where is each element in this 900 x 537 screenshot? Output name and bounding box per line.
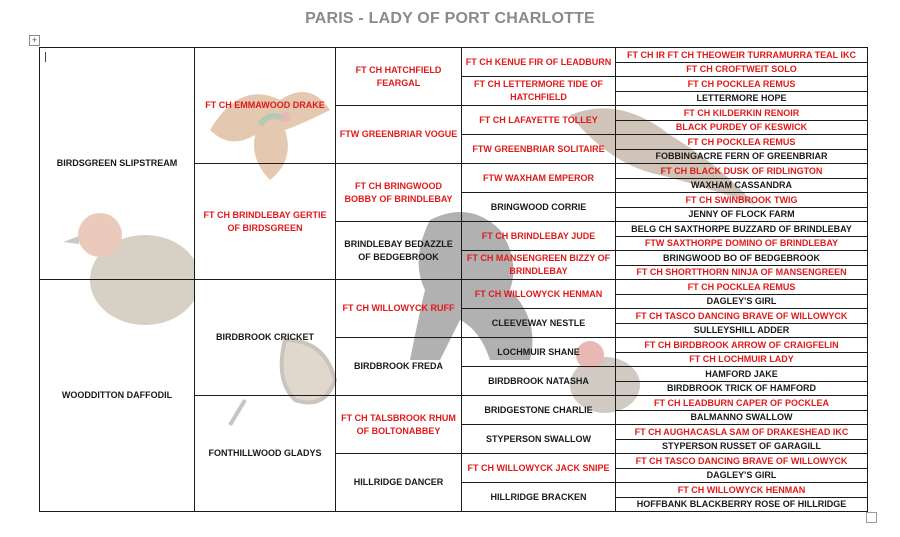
pedigree-cell-gen3: BIRDBROOK FREDA [336, 338, 462, 396]
pedigree-cell-gen5: BALMANNO SWALLOW [616, 410, 868, 425]
pedigree-cell-gen1: BIRDSGREEN SLIPSTREAM [40, 48, 195, 280]
move-handle-icon[interactable]: + [29, 35, 40, 46]
pedigree-cell-gen4: FTW WAXHAM EMPEROR [462, 164, 616, 193]
pedigree-cell-gen4: FTW GREENBRIAR SOLITAIRE [462, 135, 616, 164]
pedigree-cell-gen5: FT CH IR FT CH THEOWEIR TURRAMURRA TEAL IKC [616, 48, 868, 63]
pedigree-cell-gen5: FT CH CROFTWEIT SOLO [616, 62, 868, 77]
pedigree-cell-gen5: FT CH SHORTTHORN NINJA OF MANSENGREEN [616, 265, 868, 280]
pedigree-cell-gen5: STYPERSON RUSSET OF GARAGILL [616, 439, 868, 454]
pedigree-cell-gen5: FT CH POCKLEA REMUS [616, 135, 868, 150]
pedigree-cell-gen3: HILLRIDGE DANCER [336, 454, 462, 512]
pedigree-cell-gen3: FT CH BRINGWOOD BOBBY OF BRINDLEBAY [336, 164, 462, 222]
pedigree-cell-gen2: FT CH EMMAWOOD DRAKE [195, 48, 336, 164]
pedigree-cell-gen4: STYPERSON SWALLOW [462, 425, 616, 454]
pedigree-cell-gen5: FT CH AUGHACASLA SAM OF DRAKESHEAD IKC [616, 425, 868, 440]
pedigree-cell-gen5: BIRDBROOK TRICK OF HAMFORD [616, 381, 868, 396]
pedigree-cell-gen2: FONTHILLWOOD GLADYS [195, 396, 336, 512]
pedigree-cell-gen5: FT CH POCKLEA REMUS [616, 77, 868, 92]
pedigree-cell-gen5: FT CH POCKLEA REMUS [616, 280, 868, 295]
pedigree-cell-gen5: JENNY OF FLOCK FARM [616, 207, 868, 222]
pedigree-cell-gen5: FT CH LOCHMUIR LADY [616, 352, 868, 367]
pedigree-cell-gen4: FT CH BRINDLEBAY JUDE [462, 222, 616, 251]
pedigree-row [40, 280, 868, 295]
resize-handle-icon[interactable] [866, 512, 877, 523]
pedigree-cell-gen5: FT CH BLACK DUSK OF RIDLINGTON [616, 164, 868, 179]
pedigree-cell-gen5: LETTERMORE HOPE [616, 91, 868, 106]
pedigree-cell-gen4: BIRDBROOK NATASHA [462, 367, 616, 396]
pedigree-row [40, 48, 868, 63]
pedigree-cell-gen5: WAXHAM CASSANDRA [616, 178, 868, 193]
pedigree-cell-gen5: HOFFBANK BLACKBERRY ROSE OF HILLRIDGE [616, 497, 868, 512]
pedigree-cell-gen5: DAGLEY'S GIRL [616, 294, 868, 309]
pedigree-cell-gen5: FT CH SWINBROOK TWIG [616, 193, 868, 208]
pedigree-cell-gen3: BRINDLEBAY BEDAZZLE OF BEDGEBROOK [336, 222, 462, 280]
pedigree-cell-gen5: BLACK PURDEY OF KESWICK [616, 120, 868, 135]
pedigree-cell-gen1: WOODDITTON DAFFODIL [40, 280, 195, 512]
pedigree-cell-gen5: FT CH KILDERKIN RENOIR [616, 106, 868, 121]
pedigree-cell-gen3: FTW GREENBRIAR VOGUE [336, 106, 462, 164]
pedigree-cell-gen5: BRINGWOOD BO OF BEDGEBROOK [616, 251, 868, 266]
pedigree-cell-gen4: CLEEVEWAY NESTLE [462, 309, 616, 338]
pedigree-cell-gen5: FT CH TASCO DANCING BRAVE OF WILLOWYCK [616, 309, 868, 324]
pedigree-cell-gen5: FT CH TASCO DANCING BRAVE OF WILLOWYCK [616, 454, 868, 469]
pedigree-cell-gen4: BRIDGESTONE CHARLIE [462, 396, 616, 425]
pedigree-cell-gen5: BELG CH SAXTHORPE BUZZARD OF BRINDLEBAY [616, 222, 868, 237]
pedigree-cell-gen2: FT CH BRINDLEBAY GERTIE OF BIRDSGREEN [195, 164, 336, 280]
pedigree-cell-gen4: FT CH WILLOWYCK JACK SNIPE [462, 454, 616, 483]
page-title: PARIS - LADY OF PORT CHARLOTTE [305, 10, 595, 27]
pedigree-cell-gen3: FT CH TALSBROOK RHUM OF BOLTONABBEY [336, 396, 462, 454]
pedigree-cell-gen4: HILLRIDGE BRACKEN [462, 483, 616, 512]
pedigree-cell-gen5: FT CH LEADBURN CAPER OF POCKLEA [616, 396, 868, 411]
pedigree-cell-gen5: FT CH BIRDBROOK ARROW OF CRAIGFELIN [616, 338, 868, 353]
pedigree-cell-gen5: FT CH WILLOWYCK HENMAN [616, 483, 868, 498]
pedigree-cell-gen4: FT CH MANSENGREEN BIZZY OF BRINDLEBAY [462, 251, 616, 280]
pedigree-cell-gen4: LOCHMUIR SHANE [462, 338, 616, 367]
pedigree-cell-gen5: DAGLEY'S GIRL [616, 468, 868, 483]
pedigree-cell-gen5: FOBBINGACRE FERN OF GREENBRIAR [616, 149, 868, 164]
pedigree-cell-gen4: FT CH LAFAYETTE TOLLEY [462, 106, 616, 135]
pedigree-cell-gen4: FT CH KENUE FIR OF LEADBURN [462, 48, 616, 77]
pedigree-cell-gen2: BIRDBROOK CRICKET [195, 280, 336, 396]
pedigree-cell-gen5: FTW SAXTHORPE DOMINO OF BRINDLEBAY [616, 236, 868, 251]
pedigree-cell-gen4: FT CH WILLOWYCK HENMAN [462, 280, 616, 309]
pedigree-cell-gen4: BRINGWOOD CORRIE [462, 193, 616, 222]
pedigree-cell-gen4: FT CH LETTERMORE TIDE OF HATCHFIELD [462, 77, 616, 106]
pedigree-cell-gen5: HAMFORD JAKE [616, 367, 868, 382]
pedigree-cell-gen3: FT CH HATCHFIELD FEARGAL [336, 48, 462, 106]
pedigree-cell-gen3: FT CH WILLOWYCK RUFF [336, 280, 462, 338]
pedigree-table [39, 47, 868, 512]
pedigree-cell-gen5: SULLEYSHILL ADDER [616, 323, 868, 338]
